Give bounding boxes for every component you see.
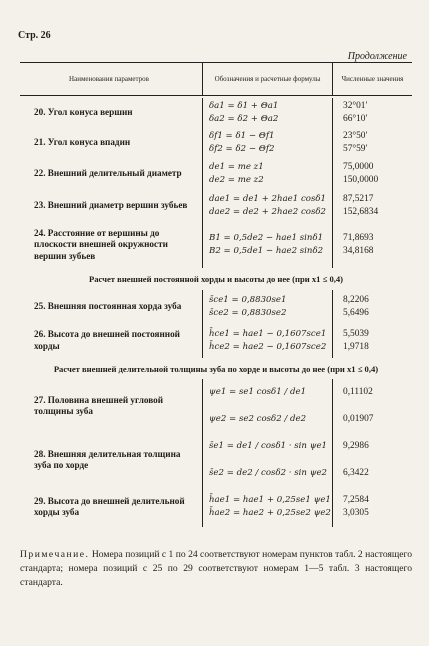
header-values	[332, 63, 412, 95]
formula: h̄ce1 = hae1 − 0,1607sce1	[209, 328, 327, 339]
value: 32°01′	[343, 101, 368, 111]
table-row	[20, 487, 412, 527]
formula: δa1 = δ1 + Θa1	[209, 101, 279, 111]
value: 150,0000	[343, 175, 379, 185]
row-name: Угол конуса впадин	[47, 137, 131, 148]
parameter-name	[20, 200, 202, 212]
formula-cell	[202, 379, 332, 433]
row-name: Угол конуса вершин	[47, 107, 133, 118]
value-cell	[332, 190, 412, 222]
table-row	[20, 158, 412, 190]
value-cell	[332, 158, 412, 190]
value-cell	[332, 324, 412, 358]
table-row	[20, 222, 412, 268]
formula-cell	[202, 190, 332, 222]
formula: h̄ce2 = hae2 − 0,1607sce2	[209, 341, 327, 352]
formula: δf2 = δ2 − Θf2	[209, 144, 275, 154]
header-formulas	[202, 63, 332, 95]
value-cell	[332, 379, 412, 433]
value: 23°50′	[343, 131, 368, 141]
formula: δa2 = δ2 + Θa2	[209, 114, 279, 124]
continued-label: Продолжение	[347, 51, 407, 62]
row-number: 29.	[34, 495, 46, 506]
table-row	[20, 379, 412, 433]
section-title-constant-chord: Расчет внешней постоянной хорды и высоты до нее (при x1 ≤ 0,4)	[88, 274, 344, 284]
formula: s̄ce2 = 0,8830se2	[209, 307, 287, 318]
row-number: 22.	[34, 168, 46, 179]
footnote-text: Номера позиций с 1 по 24 соответствуют номерам пунктов табл. 2 настоящего стандарта; номера позиций с 25 по 29 соответствуют номерам 1—5 табл. 3 настоящего стандарта.	[20, 549, 412, 588]
value: 34,8168	[343, 246, 374, 256]
row-name: Высота до внешней делительной хорды зуба	[34, 495, 185, 518]
formula: s̄ce1 = 0,8830se1	[209, 294, 287, 305]
value: 57°59′	[343, 144, 368, 154]
section-title-pitch-thickness: Расчет внешней делительной толщины зуба по хорде и высоты до нее (при x1 ≤ 0,4)	[53, 363, 379, 374]
value: 71,8693	[343, 233, 374, 243]
formula: s̄e1 = de1 / cosδ1 · sin ψe1	[209, 441, 327, 452]
value-cell	[332, 98, 412, 128]
formula: s̄e2 = de2 / cosδ2 · sin ψe2	[209, 468, 327, 479]
footnote	[20, 548, 412, 590]
formula: δf1 = δ1 − Θf1	[209, 131, 275, 141]
row-number: 23.	[34, 200, 46, 211]
table-row	[20, 190, 412, 222]
value: 5,6496	[343, 307, 369, 318]
formula-cell	[202, 158, 332, 190]
value: 6,3422	[343, 468, 369, 479]
value: 7,2584	[343, 495, 369, 506]
table-row	[20, 98, 412, 128]
parameter-name	[20, 301, 202, 313]
formula-cell	[202, 433, 332, 487]
value-cell	[332, 487, 412, 527]
value-cell	[332, 222, 412, 268]
row-number: 28.	[34, 448, 46, 459]
row-number: 24.	[34, 227, 46, 238]
row-name: Внешняя делительная толщина зуба по хорде	[34, 448, 181, 471]
formula-cell	[202, 324, 332, 358]
value: 66°10′	[343, 114, 368, 124]
formula-cell	[202, 487, 332, 527]
value-cell	[332, 433, 412, 487]
table-row	[20, 290, 412, 324]
formula: ψe2 = se2 cosδ2 / de2	[209, 414, 307, 425]
row-number: 26.	[34, 329, 46, 340]
header-values-text: Численные значения	[341, 74, 404, 83]
row-name: Внешний делительный диаметр	[47, 168, 182, 179]
parameter-name	[20, 228, 202, 263]
row-name: Расстояние от вершины до плоскости внешней окружности вершин зубьев	[34, 227, 168, 261]
formula: h̄ae2 = hae2 + 0,25se2 ψe2	[209, 508, 331, 519]
value: 0,01907	[343, 414, 374, 425]
parameter-name	[20, 137, 202, 149]
value: 9,2986	[343, 441, 369, 452]
parameter-name	[20, 449, 202, 472]
parameter-name	[20, 107, 202, 119]
value: 87,5217	[343, 194, 374, 204]
row-name: Внешний диаметр вершин зубьев	[47, 200, 188, 211]
row-name: Половина внешней угловой толщины зуба	[34, 394, 164, 417]
value: 0,11102	[343, 387, 373, 398]
formula: B1 = 0,5de2 − hae1 sinδ1	[209, 233, 324, 243]
parameter-name	[20, 329, 202, 352]
value: 8,2206	[343, 294, 369, 305]
row-number: 25.	[34, 300, 46, 311]
value-cell	[332, 290, 412, 324]
value: 1,9718	[343, 341, 369, 352]
header-parameter-name: Наименования параметров	[69, 74, 149, 83]
table-row	[20, 324, 412, 358]
value: 75,0000	[343, 162, 374, 172]
row-name: Высота до внешней постоянной хорды	[34, 329, 180, 351]
formula-cell	[202, 98, 332, 128]
parameter-name	[20, 395, 202, 418]
row-number: 21.	[34, 137, 46, 148]
formula: dae1 = de1 + 2hae1 cosδ1	[209, 194, 327, 204]
footnote-label: Примечание.	[20, 549, 90, 560]
parameters-table	[20, 62, 412, 527]
page-number: Стр. 26	[18, 30, 51, 41]
table-row	[20, 128, 412, 158]
row-number: 27.	[34, 394, 46, 405]
formula: de1 = me z1	[209, 162, 264, 172]
formula-cell	[202, 222, 332, 268]
value: 3,0305	[343, 508, 369, 519]
formula-cell	[202, 128, 332, 158]
row-number: 20.	[34, 107, 46, 118]
formula: h̄ae1 = hae1 + 0,25se1 ψe1	[209, 495, 331, 506]
formula: ψe1 = se1 cosδ1 / de1	[209, 387, 307, 398]
table-row	[20, 433, 412, 487]
value-cell	[332, 128, 412, 158]
formula: B2 = 0,5de1 − hae2 sinδ2	[209, 246, 324, 256]
parameter-name	[20, 496, 202, 519]
value: 152,6834	[343, 207, 379, 217]
formula: dae2 = de2 + 2hae2 cosδ2	[209, 207, 327, 217]
formula: de2 = me z2	[209, 175, 264, 185]
parameter-name	[20, 168, 202, 180]
header-formulas-text: Обозначения и расчетные формулы	[214, 74, 321, 83]
row-name: Внешняя постоянная хорда зуба	[47, 300, 182, 311]
value: 5,5039	[343, 328, 369, 339]
formula-cell	[202, 290, 332, 324]
table-header	[20, 62, 412, 96]
